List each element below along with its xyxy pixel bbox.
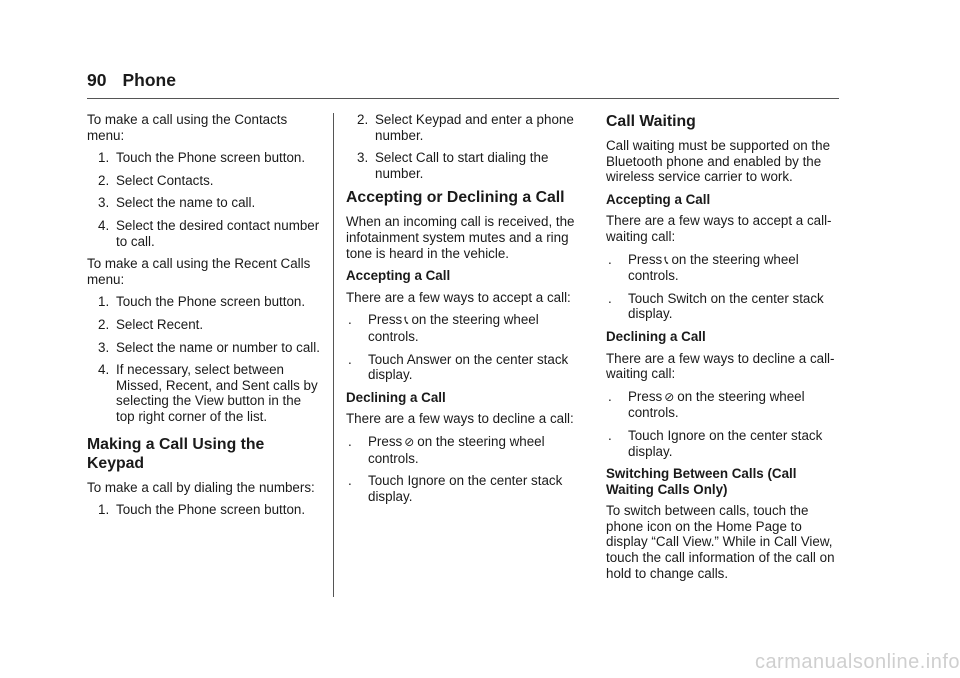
- step-number: 1.: [98, 294, 110, 310]
- recent-intro: To make a call using the Recent Calls menu:: [87, 256, 311, 287]
- step-number: 2.: [98, 172, 110, 188]
- bullet-text: Touch Switch on the center stack display.: [628, 290, 824, 322]
- keypad-intro: To make a call by dialing the numbers:: [87, 479, 315, 495]
- bullet-text: Touch Ignore on the center stack display.: [368, 473, 563, 504]
- bullet: .: [348, 312, 352, 328]
- step-text: Touch the Phone screen button.: [116, 294, 306, 310]
- bullet-text: Press: [628, 251, 663, 267]
- bullet: .: [348, 433, 352, 449]
- section-title: Phone: [122, 70, 176, 90]
- bullet: .: [608, 290, 612, 306]
- bullet: .: [348, 473, 352, 489]
- list-item: [606, 252, 842, 284]
- step-number: 2.: [98, 316, 110, 332]
- bullet-text: Press: [628, 388, 663, 404]
- list-item: [87, 502, 323, 518]
- step-number: 4.: [98, 217, 110, 233]
- column-2: [346, 112, 582, 511]
- list-item: [87, 173, 323, 189]
- end-call-icon: ⊘: [404, 434, 415, 449]
- decline-subheading: Declining a Call: [606, 328, 706, 344]
- switch-text: To switch between calls, touch the phone icon on the Home Page to display “Call View.” While in Call View, touch the call information of the call on hold to change calls.: [606, 503, 835, 581]
- step-text: Touch the Phone screen button.: [116, 150, 306, 166]
- step-text: If necessary, select between Missed, Recent, and Sent calls by selecting the View button in the top right corner of the list.: [116, 362, 318, 424]
- header-rule: [87, 98, 839, 99]
- list-item: [346, 352, 582, 383]
- step-text: Select Call to start dialing the number.: [375, 150, 549, 181]
- step-text: Select Keypad and enter a phone number.: [375, 112, 574, 143]
- bullet-text: Press: [368, 433, 403, 449]
- bullet: .: [608, 388, 612, 404]
- step-number: 3.: [98, 339, 110, 355]
- column-divider: [333, 113, 334, 597]
- step-text: Select Recent.: [116, 316, 204, 332]
- bullet: .: [608, 251, 612, 267]
- list-item: [346, 312, 582, 344]
- list-item: [87, 150, 323, 166]
- list-item: [87, 218, 323, 249]
- list-item: [346, 112, 582, 143]
- column-3: [606, 112, 842, 588]
- bullet: .: [608, 427, 612, 443]
- call-waiting-heading: Call Waiting: [606, 113, 696, 130]
- decline-intro: There are a few ways to decline a call:: [346, 411, 574, 427]
- step-number: 2.: [357, 112, 369, 127]
- accept-subheading: Accepting a Call: [346, 268, 451, 284]
- step-number: 3.: [357, 150, 369, 166]
- contacts-intro: To make a call using the Contacts menu:: [87, 112, 288, 143]
- list-item: [346, 150, 582, 181]
- decline-intro: There are a few ways to decline a call-waiting call:: [606, 350, 835, 382]
- step-text: Select the desired contact number to call.: [116, 217, 320, 249]
- bullet-text: Press: [368, 312, 403, 328]
- list-item: [606, 428, 842, 459]
- step-text: Select the name to call.: [116, 195, 256, 211]
- list-item: [87, 294, 323, 310]
- push-to-talk-icon: 📞︎: [664, 252, 669, 267]
- bullet-text: on the steering wheel controls.: [628, 251, 799, 284]
- list-item: [87, 362, 323, 424]
- step-number: 4.: [98, 362, 110, 378]
- incoming-intro: When an incoming call is received, the infotainment system mutes and a ring tone is heard in the vehicle.: [346, 214, 575, 261]
- end-call-icon: ⊘: [664, 389, 675, 404]
- switch-subheading: Switching Between Calls (Call Waiting Calls Only): [606, 466, 797, 497]
- list-item: [606, 389, 842, 421]
- list-item: [606, 291, 842, 322]
- step-number: 1.: [98, 150, 110, 166]
- push-to-talk-icon: 📞︎: [404, 313, 409, 328]
- list-item: [87, 340, 323, 356]
- bullet-text: on the steering wheel controls.: [368, 433, 545, 466]
- bullet-text: on the steering wheel controls.: [628, 388, 805, 421]
- accept-intro: There are a few ways to accept a call:: [346, 289, 571, 305]
- accept-intro: There are a few ways to accept a call-waiting call:: [606, 213, 832, 244]
- watermark: carmanualsonline.info: [754, 651, 960, 673]
- keypad-heading: Making a Call Using the Keypad: [87, 435, 265, 472]
- bullet: .: [348, 351, 352, 367]
- column-1: [87, 112, 323, 525]
- accept-subheading: Accepting a Call: [606, 191, 711, 207]
- list-item: [346, 434, 582, 466]
- step-text: Select the name or number to call.: [116, 339, 320, 355]
- step-text: Select Contacts.: [116, 172, 214, 188]
- accept-decline-heading: Accepting or Declining a Call: [346, 189, 565, 207]
- step-number: 3.: [98, 195, 110, 211]
- list-item: [87, 195, 323, 211]
- bullet-text: Touch Ignore on the center stack display.: [628, 427, 823, 459]
- page-number: 90: [87, 70, 107, 90]
- list-item: [87, 317, 323, 333]
- decline-subheading: Declining a Call: [346, 389, 446, 405]
- step-number: 1.: [98, 502, 110, 518]
- list-item: [346, 473, 582, 504]
- page-header: [87, 70, 176, 91]
- step-text: Touch the Phone screen button.: [116, 502, 306, 518]
- bullet-text: Touch Answer on the center stack display.: [368, 351, 569, 383]
- bullet-text: on the steering wheel controls.: [368, 312, 539, 344]
- call-waiting-intro: Call waiting must be supported on the Bluetooth phone and enabled by the wireless service carrier to work.: [606, 138, 831, 185]
